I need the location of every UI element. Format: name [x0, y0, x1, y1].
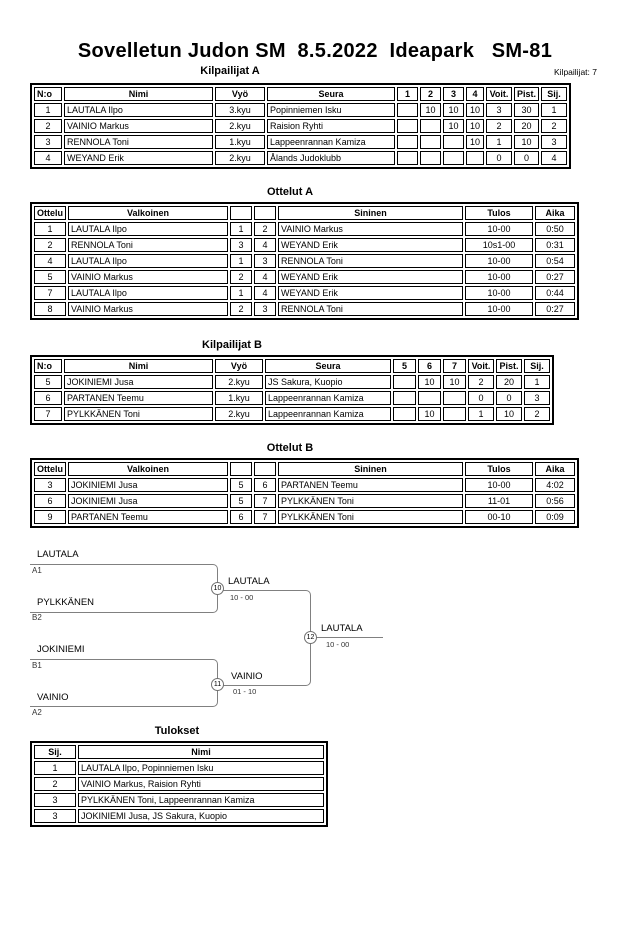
cell-score-7: [443, 391, 466, 405]
bracket-score-semi1: 10 - 00: [230, 593, 254, 602]
cell-score-4: 10: [466, 135, 484, 149]
cell-white-name: VAINIO Markus: [68, 270, 228, 284]
cell-name: RENNOLA Toni: [64, 135, 213, 149]
table-row: [34, 302, 575, 316]
cell-result: 00-10: [465, 510, 533, 524]
col-header-wins: Voit.: [486, 87, 512, 101]
bracket-final-line: [310, 637, 383, 638]
cell-blue-name: RENNOLA Toni: [278, 302, 463, 316]
cell-time: 0:31: [535, 238, 575, 252]
cell-white-name: LAUTALA Ilpo: [68, 254, 228, 268]
col-header-spacer: [230, 206, 252, 220]
bracket-winner-semi2: VAINIO: [231, 671, 263, 682]
bracket-score-semi2: 01 - 10: [233, 687, 257, 696]
cell-wins: 2: [468, 375, 494, 389]
bracket-match-10-circle: 10: [211, 582, 224, 595]
cell-name: LAUTALA Ilpo: [64, 103, 213, 117]
cell-place: 3: [524, 391, 550, 405]
header-row: [34, 206, 575, 220]
cell-score-2: [420, 119, 441, 133]
bracket-player-semi2-bottom: VAINIO: [37, 692, 69, 703]
cell-blue-no: 3: [254, 254, 276, 268]
col-header-time: Aika: [535, 462, 575, 476]
cell-score-1: [397, 151, 418, 165]
cell-score-6: 10: [418, 407, 441, 421]
table-row: [34, 103, 567, 117]
cell-blue-no: 3: [254, 302, 276, 316]
cell-white-name: JOKINIEMI Jusa: [68, 478, 228, 492]
bracket-seed-semi1-bottom: B2: [32, 613, 42, 622]
col-header-blue: Sininen: [278, 206, 463, 220]
col-header-spacer: [230, 462, 252, 476]
cell-points: 20: [496, 375, 522, 389]
cell-result: 10s1-00: [465, 238, 533, 252]
elimination-bracket: [0, 541, 630, 723]
cell-name: VAINIO Markus: [64, 119, 213, 133]
cell-club: Lappeenrannan Kamiza: [265, 407, 391, 421]
col-header-1: 1: [397, 87, 418, 101]
cell-wins: 0: [486, 151, 512, 165]
cell-time: 0:09: [535, 510, 575, 524]
bracket-player-semi1-top: LAUTALA: [37, 549, 79, 560]
cell-time: 0:56: [535, 494, 575, 508]
cell-white-no: 5: [230, 494, 252, 508]
cell-white-no: 2: [230, 270, 252, 284]
cell-time: 0:50: [535, 222, 575, 236]
cell-score-3: 10: [443, 103, 464, 117]
bracket-player-semi1-bottom: PYLKKÄNEN: [37, 597, 95, 608]
col-header-no: N:o: [34, 87, 62, 101]
col-header-no: N:o: [34, 359, 62, 373]
page-title: Sovelletun Judon SM 8.5.2022 Ideapark SM-81: [77, 40, 553, 62]
cell-points: 30: [514, 103, 539, 117]
cell-score-5: [393, 375, 416, 389]
cell-score-5: [393, 391, 416, 405]
table-row: [34, 375, 550, 389]
cell-place: 4: [541, 151, 567, 165]
cell-score-6: [418, 391, 441, 405]
cell-wins: 1: [486, 135, 512, 149]
bracket-seed-semi2-top: B1: [32, 661, 42, 670]
cell-white-no: 1: [230, 254, 252, 268]
cell-white-name: JOKINIEMI Jusa: [68, 494, 228, 508]
cell-white-no: 1: [230, 222, 252, 236]
col-header-name: Nimi: [78, 745, 324, 759]
cell-name: PYLKKÄNEN Toni: [64, 407, 213, 421]
cell-club: Lappeenrannan Kamiza: [267, 135, 395, 149]
cell-time: 4:02: [535, 478, 575, 492]
bracket-player-semi2-top: JOKINIEMI: [37, 644, 85, 655]
cell-time: 0:27: [535, 270, 575, 284]
subheader-row: [0, 65, 630, 79]
cell-wins: 2: [486, 119, 512, 133]
competitors-count: Kilpailijat: 7: [554, 67, 597, 77]
pool-b-title: Kilpailijat B: [202, 339, 262, 351]
cell-place: 3: [541, 135, 567, 149]
cell-place: 1: [34, 761, 76, 775]
cell-belt: 1.kyu: [215, 391, 263, 405]
cell-blue-no: 2: [254, 222, 276, 236]
cell-match-no: 1: [34, 222, 66, 236]
cell-time: 0:27: [535, 302, 575, 316]
cell-name: WEYAND Erik: [64, 151, 213, 165]
cell-score-3: 10: [443, 119, 464, 133]
cell-name: LAUTALA Ilpo, Popinniemen Isku: [78, 761, 324, 775]
cell-club: Lappeenrannan Kamiza: [265, 391, 391, 405]
bracket-winner-final: LAUTALA: [321, 623, 363, 634]
cell-wins: 1: [468, 407, 494, 421]
cell-name: JOKINIEMI Jusa: [64, 375, 213, 389]
cell-match-no: 6: [34, 494, 66, 508]
cell-time: 0:54: [535, 254, 575, 268]
cell-points: 0: [514, 151, 539, 165]
matches-b-title: Ottelut B: [266, 442, 314, 454]
table-row: [34, 777, 324, 791]
cell-belt: 2.kyu: [215, 407, 263, 421]
cell-white-name: LAUTALA Ilpo: [68, 286, 228, 300]
cell-match-no: 2: [34, 238, 66, 252]
cell-score-2: [420, 135, 441, 149]
table-row: [34, 494, 575, 508]
cell-white-name: VAINIO Markus: [68, 302, 228, 316]
cell-points: 10: [496, 407, 522, 421]
cell-match-no: 4: [34, 254, 66, 268]
cell-place: 2: [34, 777, 76, 791]
cell-score-4: 10: [466, 103, 484, 117]
bracket-match-12-circle: 12: [304, 631, 317, 644]
cell-blue-name: WEYAND Erik: [278, 270, 463, 284]
cell-score-4: [466, 151, 484, 165]
cell-belt: 2.kyu: [215, 119, 265, 133]
table-row: [34, 254, 575, 268]
col-header-blue: Sininen: [278, 462, 463, 476]
col-header-name: Nimi: [64, 359, 213, 373]
cell-score-6: 10: [418, 375, 441, 389]
table-row: [34, 238, 575, 252]
bracket-seed-semi2-bottom: A2: [32, 708, 42, 717]
cell-result: 10-00: [465, 270, 533, 284]
cell-belt: 2.kyu: [215, 151, 265, 165]
cell-points: 0: [496, 391, 522, 405]
cell-result: 10-00: [465, 302, 533, 316]
cell-blue-name: RENNOLA Toni: [278, 254, 463, 268]
header-row: [34, 462, 575, 476]
cell-result: 10-00: [465, 286, 533, 300]
cell-score-7: [443, 407, 466, 421]
cell-no: 6: [34, 391, 62, 405]
col-header-place: Sij.: [541, 87, 567, 101]
col-header-place: Sij.: [34, 745, 76, 759]
table-row: [34, 391, 550, 405]
cell-name: PARTANEN Teemu: [64, 391, 213, 405]
cell-blue-name: WEYAND Erik: [278, 238, 463, 252]
col-header-white: Valkoinen: [68, 462, 228, 476]
cell-blue-name: PARTANEN Teemu: [278, 478, 463, 492]
results-table: [30, 741, 328, 827]
cell-white-name: LAUTALA Ilpo: [68, 222, 228, 236]
table-row: [34, 407, 550, 421]
cell-place: 1: [541, 103, 567, 117]
table-row: [34, 270, 575, 284]
table-row: [34, 510, 575, 524]
cell-score-5: [393, 407, 416, 421]
cell-match-no: 7: [34, 286, 66, 300]
cell-name: JOKINIEMI Jusa, JS Sakura, Kuopio: [78, 809, 324, 823]
cell-white-name: PARTANEN Teemu: [68, 510, 228, 524]
col-header-spacer: [254, 206, 276, 220]
table-row: [34, 809, 324, 823]
col-header-belt: Vyö: [215, 359, 263, 373]
cell-match-no: 3: [34, 478, 66, 492]
cell-points: 20: [514, 119, 539, 133]
cell-score-3: [443, 151, 464, 165]
table-row: [34, 286, 575, 300]
col-header-time: Aika: [535, 206, 575, 220]
cell-belt: 2.kyu: [215, 375, 263, 389]
table-row: [34, 135, 567, 149]
table-row: [34, 761, 324, 775]
col-header-match: Ottelu: [34, 206, 66, 220]
header-row: [34, 745, 324, 759]
cell-blue-no: 4: [254, 270, 276, 284]
cell-score-2: [420, 151, 441, 165]
col-header-result: Tulos: [465, 206, 533, 220]
col-header-match: Ottelu: [34, 462, 66, 476]
cell-blue-name: PYLKKÄNEN Toni: [278, 494, 463, 508]
bracket-winner-semi1: LAUTALA: [228, 576, 270, 587]
col-header-result: Tulos: [465, 462, 533, 476]
cell-blue-name: PYLKKÄNEN Toni: [278, 510, 463, 524]
cell-blue-no: 7: [254, 494, 276, 508]
col-header-spacer: [254, 462, 276, 476]
col-header-points: Pist.: [496, 359, 522, 373]
cell-result: 10-00: [465, 254, 533, 268]
cell-white-no: 1: [230, 286, 252, 300]
col-header-2: 2: [420, 87, 441, 101]
table-row: [34, 222, 575, 236]
col-header-6: 6: [418, 359, 441, 373]
cell-score-3: [443, 135, 464, 149]
cell-wins: 0: [468, 391, 494, 405]
table-row: [34, 793, 324, 807]
col-header-club: Seura: [267, 87, 395, 101]
pool-a-title: Kilpailijat A: [200, 65, 260, 77]
col-header-wins: Voit.: [468, 359, 494, 373]
cell-place: 3: [34, 809, 76, 823]
cell-score-7: 10: [443, 375, 466, 389]
col-header-points: Pist.: [514, 87, 539, 101]
cell-name: PYLKKÄNEN Toni, Lappeenrannan Kamiza: [78, 793, 324, 807]
matches-a-title: Ottelut A: [266, 186, 314, 198]
col-header-club: Seura: [265, 359, 391, 373]
cell-points: 10: [514, 135, 539, 149]
table-row: [34, 119, 567, 133]
table-row: [34, 478, 575, 492]
cell-club: Popinniemen Isku: [267, 103, 395, 117]
results-title: Tulokset: [154, 725, 200, 737]
cell-white-no: 3: [230, 238, 252, 252]
cell-blue-no: 4: [254, 286, 276, 300]
cell-club: Raision Ryhti: [267, 119, 395, 133]
cell-place: 2: [524, 407, 550, 421]
cell-blue-name: WEYAND Erik: [278, 286, 463, 300]
col-header-5: 5: [393, 359, 416, 373]
cell-no: 3: [34, 135, 62, 149]
col-header-name: Nimi: [64, 87, 213, 101]
cell-result: 10-00: [465, 478, 533, 492]
cell-white-no: 6: [230, 510, 252, 524]
cell-score-1: [397, 119, 418, 133]
cell-blue-name: VAINIO Markus: [278, 222, 463, 236]
cell-result: 10-00: [465, 222, 533, 236]
cell-place: 1: [524, 375, 550, 389]
col-header-4: 4: [466, 87, 484, 101]
pool-b-table: [30, 355, 554, 425]
cell-belt: 1.kyu: [215, 135, 265, 149]
cell-no: 2: [34, 119, 62, 133]
cell-no: 1: [34, 103, 62, 117]
cell-no: 7: [34, 407, 62, 421]
cell-score-2: 10: [420, 103, 441, 117]
cell-match-no: 9: [34, 510, 66, 524]
col-header-belt: Vyö: [215, 87, 265, 101]
matches-b-table: [30, 458, 579, 528]
cell-club: JS Sakura, Kuopio: [265, 375, 391, 389]
cell-blue-no: 7: [254, 510, 276, 524]
cell-wins: 3: [486, 103, 512, 117]
cell-white-no: 5: [230, 478, 252, 492]
table-row: [34, 151, 567, 165]
cell-club: Ålands Judoklubb: [267, 151, 395, 165]
cell-time: 0:44: [535, 286, 575, 300]
cell-match-no: 5: [34, 270, 66, 284]
col-header-3: 3: [443, 87, 464, 101]
header-row: [34, 87, 567, 101]
cell-blue-no: 4: [254, 238, 276, 252]
col-header-7: 7: [443, 359, 466, 373]
cell-no: 5: [34, 375, 62, 389]
cell-blue-no: 6: [254, 478, 276, 492]
cell-result: 11-01: [465, 494, 533, 508]
pool-a-table: [30, 83, 571, 169]
cell-score-1: [397, 103, 418, 117]
cell-belt: 3.kyu: [215, 103, 265, 117]
col-header-white: Valkoinen: [68, 206, 228, 220]
cell-name: VAINIO Markus, Raision Ryhti: [78, 777, 324, 791]
bracket-score-final: 10 - 00: [326, 640, 350, 649]
cell-score-1: [397, 135, 418, 149]
cell-match-no: 8: [34, 302, 66, 316]
cell-white-no: 2: [230, 302, 252, 316]
cell-place: 3: [34, 793, 76, 807]
col-header-place: Sij.: [524, 359, 550, 373]
cell-no: 4: [34, 151, 62, 165]
cell-score-4: 10: [466, 119, 484, 133]
cell-white-name: RENNOLA Toni: [68, 238, 228, 252]
header-row: [34, 359, 550, 373]
cell-place: 2: [541, 119, 567, 133]
matches-a-table: [30, 202, 579, 320]
bracket-match-11-circle: 11: [211, 678, 224, 691]
bracket-seed-semi1-top: A1: [32, 566, 42, 575]
